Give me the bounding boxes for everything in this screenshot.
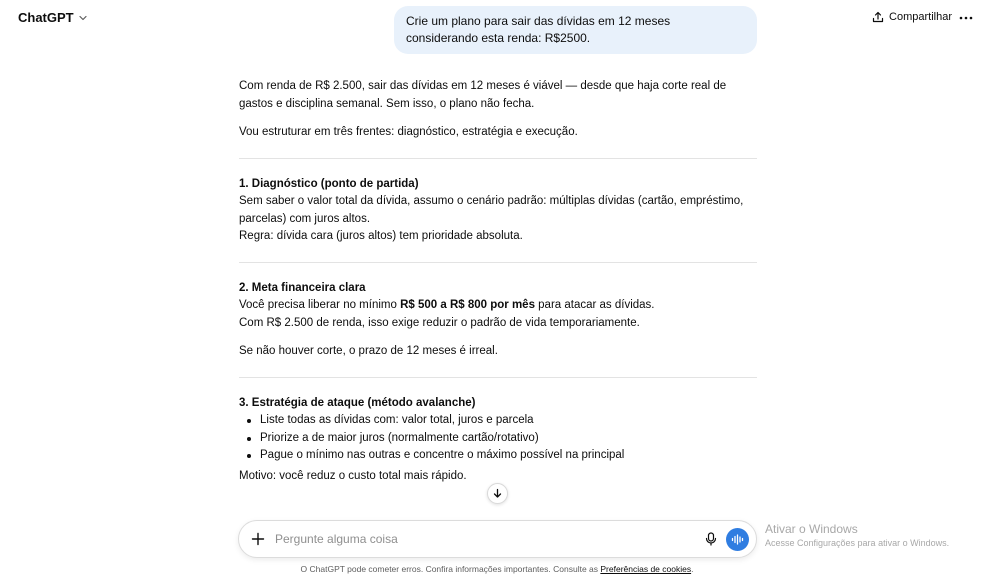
section-divider (239, 262, 757, 263)
section-text (239, 297, 757, 315)
section-heading: 1. Diagnóstico (ponto de partida) (239, 177, 419, 190)
text-span: Você precisa liberar no mínimo (239, 299, 401, 311)
share-icon (872, 11, 884, 23)
more-horizontal-icon (959, 16, 973, 20)
assistant-message (239, 78, 757, 485)
voice-waveform-icon (731, 534, 744, 545)
disclaimer-end: . (691, 564, 694, 574)
section-text: Sem saber o valor total da dívida, assumo o cenário padrão: múltiplas dívidas (cartão, empréstimo, parcelas) com juros altos. (239, 195, 744, 225)
text-span: para atacar as dívidas. (534, 299, 655, 311)
app-name: ChatGPT (18, 10, 74, 25)
bullet-list (239, 412, 757, 465)
arrow-down-icon (492, 488, 503, 499)
section-text: Motivo: você reduz o custo total mais rápido. (239, 469, 467, 482)
section-text: Com R$ 2.500 de renda, isso exige reduzir o padrão de vida temporariamente. (239, 316, 640, 329)
section-heading: 2. Meta financeira clara (239, 281, 366, 294)
voice-mode-button[interactable] (726, 528, 749, 551)
scroll-to-bottom-button[interactable] (487, 483, 508, 504)
model-selector[interactable] (18, 10, 88, 25)
bold-amount: R$ 500 a R$ 800 por mês (400, 299, 535, 311)
section-text: Se não houver corte, o prazo de 12 meses é irreal. (239, 345, 498, 357)
list-item: Liste todas as dívidas com: valor total, juros e parcela (245, 412, 757, 430)
share-label: Compartilhar (889, 11, 952, 23)
plus-icon[interactable] (250, 531, 266, 547)
microphone-icon[interactable] (703, 531, 719, 547)
section-divider (239, 377, 757, 378)
watermark-title: Ativar o Windows (765, 522, 858, 536)
disclaimer-footer (0, 564, 984, 574)
list-item: Pague o mínimo nas outras e concentre o máximo possível na principal (245, 447, 757, 465)
more-options-button[interactable] (956, 8, 976, 28)
cookie-preferences-link[interactable]: Preferências de cookies (600, 564, 692, 574)
section-divider (239, 158, 757, 159)
answer-intro: Com renda de R$ 2.500, sair das dívidas em 12 meses é viável — desde que haja corte real de gastos e disciplina semanal. Sem isso, o plano não fecha. (239, 80, 727, 110)
section-diagnostico (239, 176, 757, 246)
list-item: Priorize a de maior juros (normalmente cartão/rotativo) (245, 430, 757, 448)
watermark-subtitle: Acesse Configurações para ativar o Windows. (765, 538, 950, 548)
section-text: Regra: dívida cara (juros altos) tem prioridade absoluta. (239, 230, 523, 242)
section-heading: 3. Estratégia de ataque (método avalanche) (239, 396, 476, 409)
answer-structure: Vou estruturar em três frentes: diagnóstico, estratégia e execução. (239, 126, 578, 138)
windows-activation-watermark (765, 522, 949, 548)
share-button[interactable] (872, 11, 952, 23)
chevron-down-icon (78, 13, 88, 23)
disclaimer-text: O ChatGPT pode cometer erros. Confira informações importantes. Consulte as (300, 564, 601, 574)
section-meta (239, 280, 757, 361)
prompt-composer (238, 520, 757, 558)
section-estrategia (239, 395, 757, 486)
user-message-bubble: Crie um plano para sair das dívidas em 12 meses considerando esta renda: R$2500. (394, 6, 757, 54)
prompt-input[interactable] (275, 529, 695, 549)
